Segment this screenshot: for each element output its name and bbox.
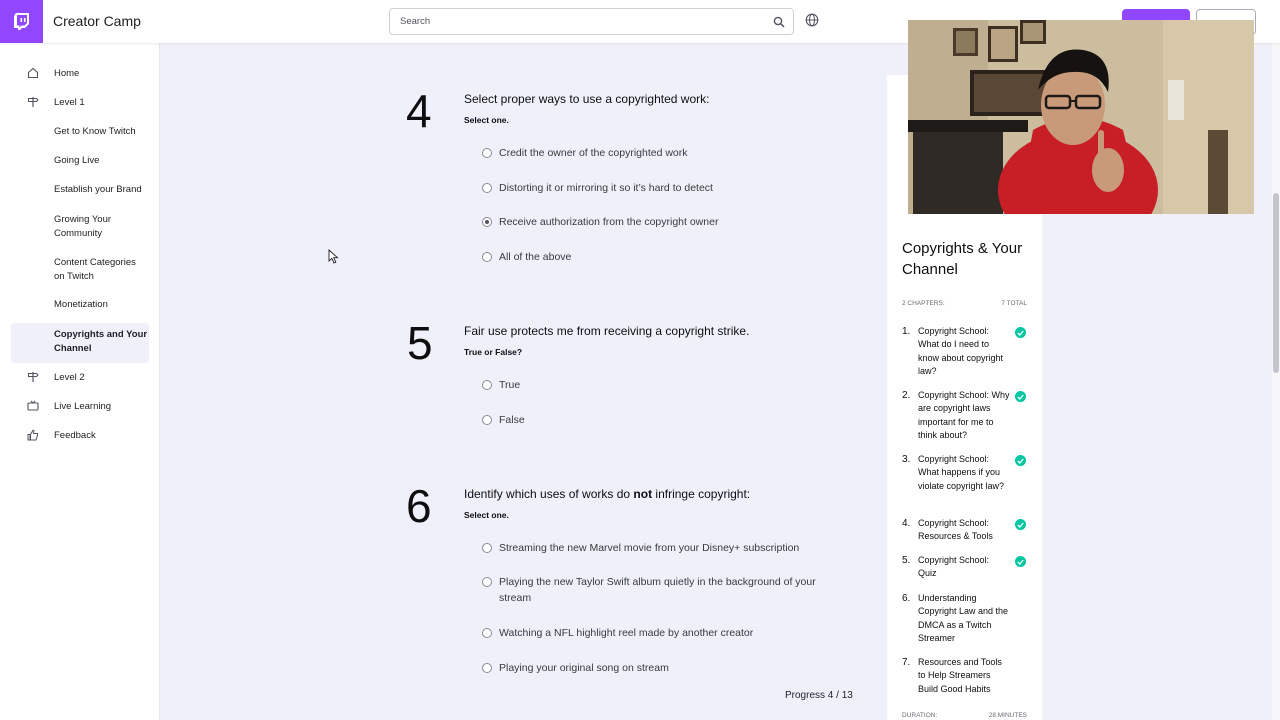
question-title: Fair use protects me from receiving a copyright strike. bbox=[464, 324, 750, 338]
chapter-title: Copyright School: Quiz bbox=[918, 555, 990, 579]
chapter-number: 3. bbox=[902, 454, 911, 465]
sidebar bbox=[0, 43, 160, 720]
chapter-title: Copyright School: What do I need to know about copyright law? bbox=[918, 326, 1004, 376]
radio-button[interactable] bbox=[482, 577, 492, 587]
answer-option-label: Credit the owner of the copyrighted work bbox=[499, 147, 688, 159]
check-circle-icon bbox=[1015, 327, 1026, 338]
answer-option-label: All of the above bbox=[499, 251, 572, 263]
twitch-glitch-icon bbox=[14, 13, 30, 30]
sidebar-item-label: Level 1 bbox=[54, 97, 85, 108]
chapters-meta bbox=[902, 300, 1027, 307]
chapter-number: 5. bbox=[902, 555, 911, 566]
chapter-title: Copyright School: What happens if you violate copyright law? bbox=[918, 454, 1005, 491]
sidebar-item-label: Monetization bbox=[54, 299, 108, 310]
answer-option-label: Playing the new Taylor Swift album quietly in the background of your stream bbox=[499, 576, 816, 604]
chapter-title: Resources and Tools to Help Streamers Build Good Habits bbox=[918, 657, 1002, 694]
question-instruction: True or False? bbox=[464, 347, 523, 357]
question-instruction: Select one. bbox=[464, 115, 509, 125]
radio-button[interactable] bbox=[482, 380, 492, 390]
radio-button-selected[interactable] bbox=[482, 217, 492, 227]
sidebar-item-label: Going Live bbox=[54, 155, 100, 166]
question-number: 4 bbox=[406, 85, 432, 137]
search-input[interactable] bbox=[390, 9, 760, 34]
check-circle-icon bbox=[1015, 391, 1026, 402]
search-box[interactable] bbox=[389, 8, 794, 35]
answer-option-label: Playing your original song on stream bbox=[499, 662, 669, 674]
radio-button[interactable] bbox=[482, 628, 492, 638]
chapters-count: 2 CHAPTERS: bbox=[902, 300, 945, 307]
question-title: Select proper ways to use a copyrighted work: bbox=[464, 92, 710, 106]
question-number: 6 bbox=[406, 480, 432, 532]
check-circle-icon bbox=[1015, 556, 1026, 567]
question-title-part: Identify which uses of works do bbox=[464, 487, 634, 501]
sidebar-item-label: Establish your Brand bbox=[54, 184, 142, 195]
duration-label: DURATION: bbox=[902, 712, 938, 719]
language-globe-icon[interactable] bbox=[805, 13, 819, 32]
question-title bbox=[464, 487, 750, 501]
duration-value: 28 MINUTES bbox=[988, 712, 1027, 719]
duration-meta bbox=[902, 712, 1027, 719]
sidebar-item-label: Get to Know Twitch bbox=[54, 126, 136, 137]
sidebar-item-label: Level 2 bbox=[54, 372, 85, 383]
answer-option-label: False bbox=[499, 414, 525, 426]
home-icon bbox=[27, 67, 39, 79]
webcam-overlay bbox=[908, 20, 1254, 214]
radio-button[interactable] bbox=[482, 183, 492, 193]
answer-option-label: Watching a NFL highlight reel made by another creator bbox=[499, 627, 754, 639]
answer-option-label: Receive authorization from the copyright owner bbox=[499, 216, 719, 228]
twitch-logo[interactable] bbox=[0, 0, 43, 43]
sidebar-item-label: Content Categories on Twitch bbox=[54, 257, 136, 282]
chapter-title: Understanding Copyright Law and the DMCA as a Twitch Streamer bbox=[918, 593, 1009, 643]
answer-option-label: Distorting it or mirroring it so it’s hard to detect bbox=[499, 182, 713, 194]
check-circle-icon bbox=[1015, 455, 1026, 466]
thumbs-up-icon bbox=[27, 429, 39, 441]
sidebar-item-label: Growing Your Community bbox=[54, 214, 112, 239]
radio-button[interactable] bbox=[482, 543, 492, 553]
answer-option-label: True bbox=[499, 379, 521, 391]
signpost-icon bbox=[27, 96, 39, 108]
radio-button[interactable] bbox=[482, 252, 492, 262]
course-title: Copyrights & Your Channel bbox=[902, 240, 1023, 278]
webcam-video-image bbox=[908, 20, 1254, 214]
radio-button[interactable] bbox=[482, 148, 492, 158]
sidebar-item-label: Feedback bbox=[54, 430, 96, 441]
question-title-part: infringe copyright: bbox=[652, 487, 751, 501]
question-instruction: Select one. bbox=[464, 510, 509, 520]
search-icon[interactable] bbox=[773, 15, 785, 33]
chapter-number: 2. bbox=[902, 390, 911, 401]
chapter-title: Copyright School: Resources & Tools bbox=[918, 518, 993, 542]
question-number: 5 bbox=[407, 317, 433, 369]
tv-icon bbox=[27, 400, 39, 412]
sidebar-item-copyrights-and-your-channel[interactable] bbox=[11, 323, 149, 363]
app-title[interactable]: Creator Camp bbox=[53, 13, 141, 29]
progress-indicator: Progress 4 / 13 bbox=[785, 690, 853, 701]
radio-button[interactable] bbox=[482, 663, 492, 673]
chapter-number: 1. bbox=[902, 326, 911, 337]
chapter-number: 4. bbox=[902, 518, 911, 529]
signpost-icon bbox=[27, 371, 39, 383]
chapter-number: 6. bbox=[902, 593, 911, 604]
page-scrollbar[interactable] bbox=[1272, 43, 1280, 720]
chapter-title: Copyright School: Why are copyright laws important for me to think about? bbox=[918, 390, 1010, 440]
question-title-emphasis: not bbox=[633, 487, 653, 501]
sidebar-item-label: Live Learning bbox=[54, 401, 112, 412]
check-circle-icon bbox=[1015, 519, 1026, 530]
chapters-total: 7 TOTAL bbox=[1001, 300, 1027, 307]
sidebar-item-label: Copyrights and Your Channel bbox=[54, 329, 148, 354]
scrollbar-thumb[interactable] bbox=[1273, 193, 1279, 373]
radio-button[interactable] bbox=[482, 415, 492, 425]
answer-option-label: Streaming the new Marvel movie from your Disney+ subscription bbox=[499, 542, 800, 554]
mouse-cursor-icon bbox=[328, 249, 339, 269]
chapter-number: 7. bbox=[902, 657, 911, 668]
sidebar-item-label: Home bbox=[54, 68, 80, 79]
